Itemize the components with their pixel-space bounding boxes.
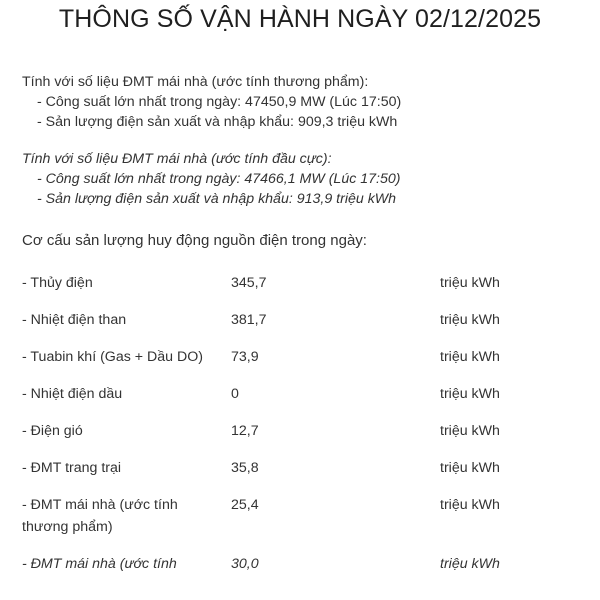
head-end-total-output: - Sản lượng điện sản xuất và nhập khẩu: 913,9 triệu kWh (37, 191, 397, 207)
commercial-peak-capacity: - Công suất lớn nhất trong ngày: 47450,9 MW (Lúc 17:50) (37, 94, 402, 110)
source-value: 73,9 (231, 349, 259, 365)
source-name: - ĐMT mái nhà (ước tính thương phẩm) (22, 497, 178, 535)
structure-heading: Cơ cấu sản lượng huy động nguồn điện trong ngày: (22, 232, 367, 249)
source-unit: triệu kWh (440, 349, 500, 365)
table-row (22, 553, 592, 575)
table-row (22, 420, 592, 442)
source-unit: triệu kWh (440, 460, 500, 476)
source-unit: triệu kWh (440, 497, 500, 513)
source-name: - ĐMT mái nhà (ước tính (22, 556, 177, 572)
source-value: 30,0 (231, 556, 259, 572)
table-row (22, 346, 592, 368)
table-row (22, 272, 592, 294)
commercial-estimate-block (22, 72, 592, 132)
source-unit: triệu kWh (440, 386, 500, 402)
source-name: - Điện gió (22, 423, 83, 439)
source-value: 12,7 (231, 423, 259, 439)
source-value: 0 (231, 386, 239, 402)
source-value: 25,4 (231, 497, 259, 513)
source-name: - ĐMT trang trại (22, 460, 122, 476)
source-value: 345,7 (231, 275, 267, 291)
commercial-total-output: - Sản lượng điện sản xuất và nhập khẩu: 909,3 triệu kWh (37, 114, 398, 130)
source-name: - Nhiệt điện than (22, 312, 127, 328)
source-value: 381,7 (231, 312, 267, 328)
table-row (22, 383, 592, 405)
table-row (22, 457, 592, 479)
head-end-estimate-heading: Tính với số liệu ĐMT mái nhà (ước tính đầu cực): (22, 151, 332, 167)
source-name: - Tuabin khí (Gas + Dầu DO) (22, 349, 203, 365)
head-end-peak-capacity: - Công suất lớn nhất trong ngày: 47466,1 MW (Lúc 17:50) (37, 171, 401, 187)
table-row (22, 309, 592, 331)
page-title: THÔNG SỐ VẬN HÀNH NGÀY 02/12/2025 (58, 5, 542, 33)
source-value: 35,8 (231, 460, 259, 476)
source-name: - Nhiệt điện dầu (22, 386, 123, 402)
source-unit: triệu kWh (440, 423, 500, 439)
commercial-estimate-heading: Tính với số liệu ĐMT mái nhà (ước tính thương phẩm): (22, 74, 369, 90)
head-end-estimate-block (22, 149, 592, 209)
source-table (22, 272, 592, 590)
source-name: - Thủy điện (22, 275, 93, 291)
source-unit: triệu kWh (440, 312, 500, 328)
source-unit: triệu kWh (440, 275, 500, 291)
table-row (22, 494, 592, 538)
source-unit: triệu kWh (440, 556, 500, 572)
